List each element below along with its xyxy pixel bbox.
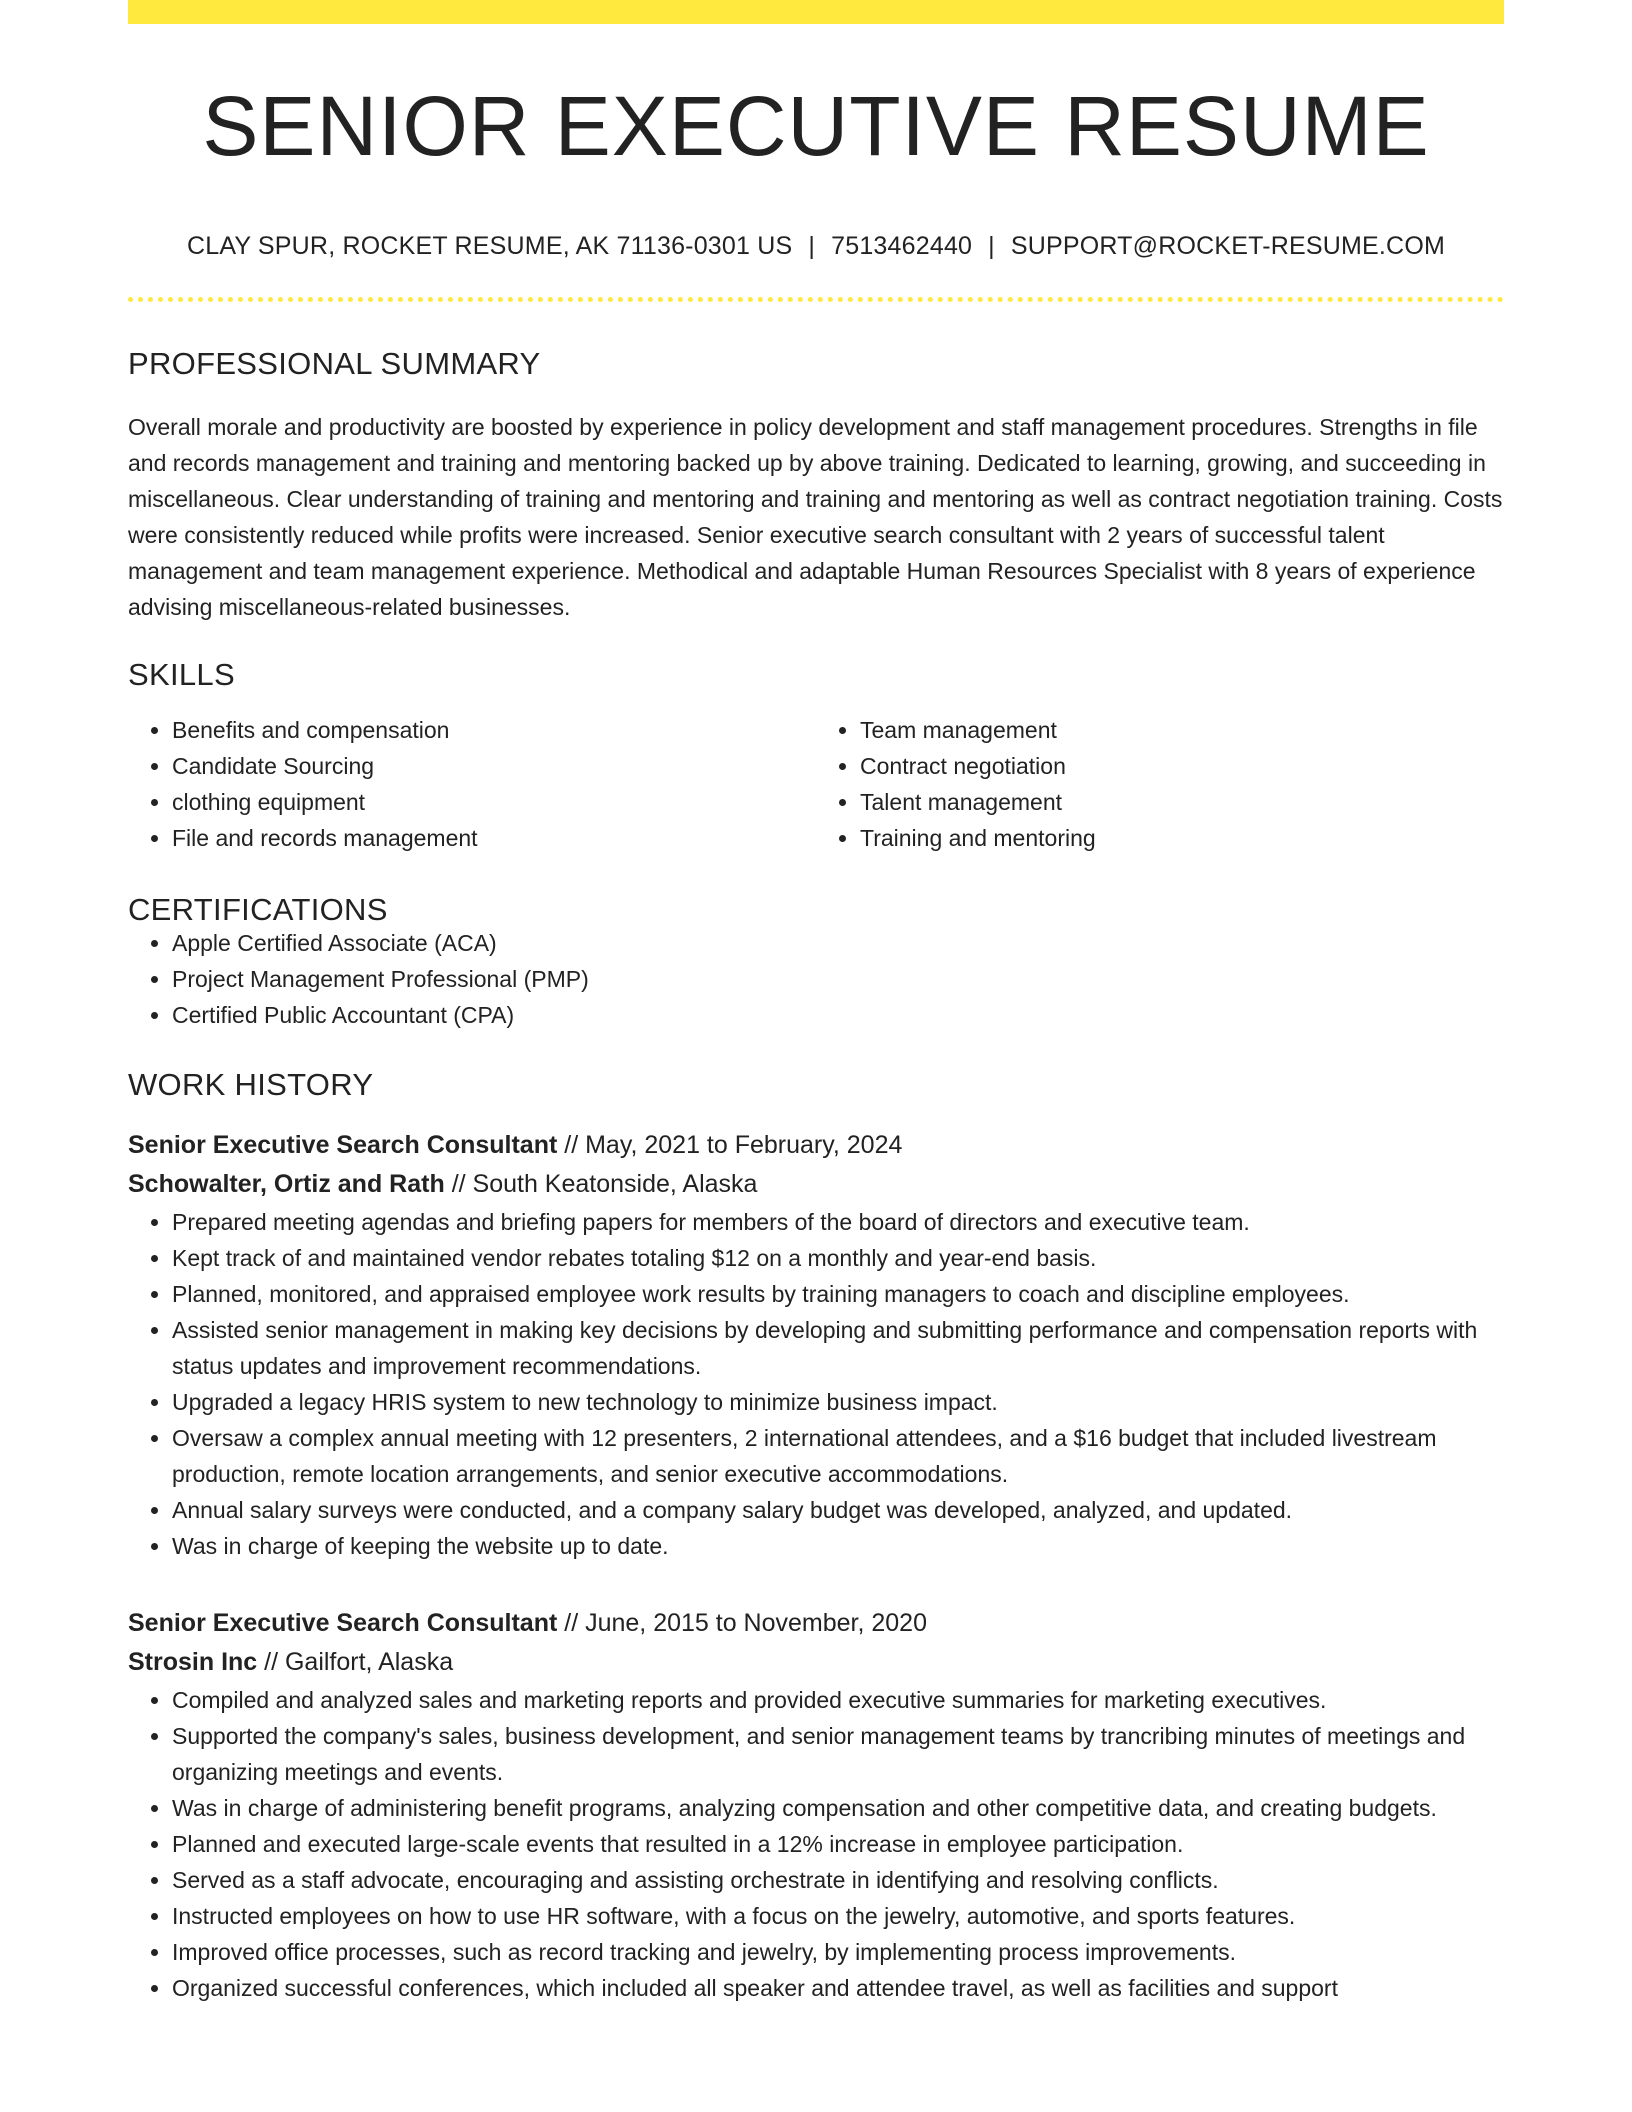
skill-item: • Training and mentoring bbox=[860, 820, 1504, 856]
job-bullet: • Prepared meeting agendas and briefing papers for members of the board of directors and executive team. bbox=[172, 1204, 1504, 1240]
job-bullet: • Kept track of and maintained vendor rebates totaling $12 on a monthly and year-end basis. bbox=[172, 1240, 1504, 1276]
skill-item: • Team management bbox=[860, 712, 1504, 748]
certification-item: • Apple Certified Associate (ACA) bbox=[172, 925, 1504, 961]
job-bullet: • Compiled and analyzed sales and marketing reports and provided executive summaries for marketing executives. bbox=[172, 1682, 1504, 1718]
job-entry bbox=[128, 1604, 1504, 2006]
job-company: Schowalter, Ortiz and Rath bbox=[128, 1170, 445, 1198]
job-role-line bbox=[128, 1604, 1504, 1643]
resume-page bbox=[128, 0, 1504, 2006]
job-bullet: • Supported the company's sales, business development, and senior management teams by trancribing minutes of meetings and organizing meetings and events. bbox=[172, 1718, 1504, 1790]
certifications-list bbox=[128, 925, 1504, 1033]
section-title-work-history: WORK HISTORY bbox=[128, 1067, 374, 1102]
job-bullet: • Assisted senior management in making key decisions by developing and submitting performance and compensation reports with status updates and improvement recommendations. bbox=[172, 1312, 1504, 1384]
job-company-line bbox=[128, 1165, 1504, 1204]
skill-item: • Talent management bbox=[860, 784, 1504, 820]
contact-separator: | bbox=[988, 232, 995, 260]
job-entry bbox=[128, 1126, 1504, 1564]
job-bullet: • Served as a staff advocate, encouraging and assisting orchestrate in identifying and resolving conflicts. bbox=[172, 1862, 1504, 1898]
job-bullet-list bbox=[128, 1682, 1504, 2006]
job-dates: // June, 2015 to November, 2020 bbox=[564, 1609, 927, 1637]
contact-line bbox=[128, 234, 1504, 259]
skills-list-right bbox=[816, 712, 1504, 856]
job-bullet-list bbox=[128, 1204, 1504, 1564]
dotted-divider bbox=[128, 297, 1504, 302]
skill-item: • Candidate Sourcing bbox=[172, 748, 816, 784]
contact-separator: | bbox=[808, 232, 816, 260]
resume-title: SENIOR EXECUTIVE RESUME bbox=[202, 79, 1430, 173]
job-bullet: • Planned, monitored, and appraised employee work results by training managers to coach and discipline employees. bbox=[172, 1276, 1504, 1312]
job-role: Senior Executive Search Consultant bbox=[128, 1609, 558, 1637]
email: SUPPORT@ROCKET-RESUME.COM bbox=[1010, 232, 1445, 260]
job-bullet: • Annual salary surveys were conducted, and a company salary budget was developed, analyzed, and updated. bbox=[172, 1492, 1504, 1528]
address: CLAY SPUR, ROCKET RESUME, AK 71136-0301 US bbox=[186, 232, 793, 260]
job-company-line bbox=[128, 1643, 1504, 1682]
section-title-certifications: CERTIFICATIONS bbox=[128, 892, 388, 927]
section-title-summary: PROFESSIONAL SUMMARY bbox=[128, 346, 541, 381]
section-title-skills: SKILLS bbox=[128, 657, 235, 692]
job-location: // South Keatonside, Alaska bbox=[451, 1170, 758, 1198]
job-bullet: • Oversaw a complex annual meeting with 12 presenters, 2 international attendees, and a $16 budget that included livestream production, remote location arrangements, and senior executive accommodations. bbox=[172, 1420, 1504, 1492]
job-bullet: • Was in charge of administering benefit programs, analyzing compensation and other competitive data, and creating budgets. bbox=[172, 1790, 1504, 1826]
skills-columns bbox=[128, 712, 1504, 856]
certification-item: • Certified Public Accountant (CPA) bbox=[172, 997, 1504, 1033]
phone: 7513462440 bbox=[831, 232, 973, 260]
job-dates: // May, 2021 to February, 2024 bbox=[564, 1131, 903, 1159]
accent-bar bbox=[128, 0, 1504, 24]
skill-item: • File and records management bbox=[172, 820, 816, 856]
job-bullet: • Upgraded a legacy HRIS system to new technology to minimize business impact. bbox=[172, 1384, 1504, 1420]
job-bullet: • Instructed employees on how to use HR software, with a focus on the jewelry, automotive, and sports features. bbox=[172, 1898, 1504, 1934]
job-bullet: • Planned and executed large-scale events that resulted in a 12% increase in employee participation. bbox=[172, 1826, 1504, 1862]
skill-item: • Benefits and compensation bbox=[172, 712, 816, 748]
skills-list-left bbox=[128, 712, 816, 856]
skill-item: • clothing equipment bbox=[172, 784, 816, 820]
job-bullet: • Was in charge of keeping the website up to date. bbox=[172, 1528, 1504, 1564]
job-role-line bbox=[128, 1126, 1504, 1165]
skills-section bbox=[128, 659, 1504, 856]
job-bullet: • Organized successful conferences, which included all speaker and attendee travel, as well as facilities and support bbox=[172, 1970, 1504, 2006]
summary-text: Overall morale and productivity are boosted by experience in policy development and staff management procedures. Strengths in file and records management and training and mentoring backed up by above training. Dedicated to learning, growing, and succeeding in miscellaneous. Clear understanding of training and mentoring and training and mentoring as well as contract negotiation training. Costs were consistently reduced while profits were increased. Senior executive search consultant with 2 years of successful talent management and team management experience. Methodical and adaptable Human Resources Specialist with 8 years of experience advising miscellaneous-related businesses. bbox=[128, 414, 1503, 620]
skill-item: • Contract negotiation bbox=[860, 748, 1504, 784]
job-company: Strosin Inc bbox=[128, 1648, 258, 1676]
work-history-section bbox=[128, 1069, 1504, 2006]
job-location: // Gailfort, Alaska bbox=[264, 1648, 454, 1676]
summary-section bbox=[128, 348, 1504, 625]
job-role: Senior Executive Search Consultant bbox=[128, 1131, 558, 1159]
certification-item: • Project Management Professional (PMP) bbox=[172, 961, 1504, 997]
certifications-section bbox=[128, 894, 1504, 1033]
job-bullet: • Improved office processes, such as record tracking and jewelry, by implementing process improvements. bbox=[172, 1934, 1504, 1970]
